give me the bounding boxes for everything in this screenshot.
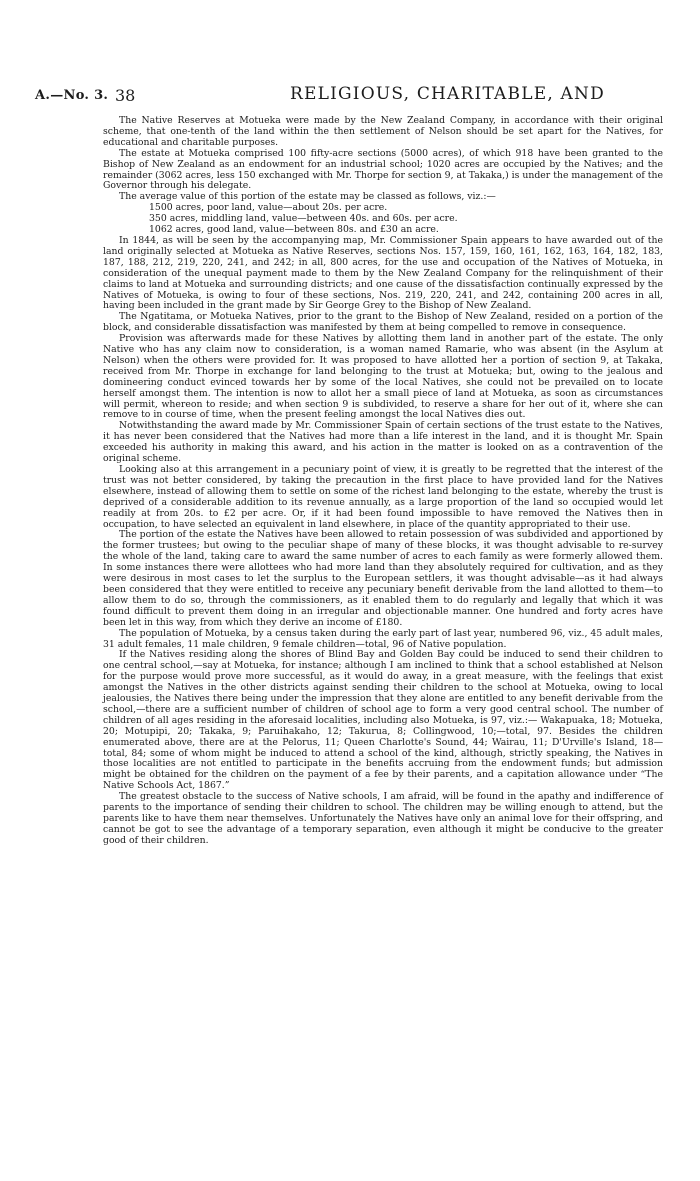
document-reference: A.—No. 3. bbox=[35, 88, 109, 103]
paragraph: The average value of this portion of the estate may be classed as follows, viz.:— bbox=[119, 191, 496, 203]
paragraph: If the Natives residing along the shores of Blind Bay and Golden Bay could be induced to send their children to one central school,—say at Motueka, for instance; although I am inclined to think that a school established at Nelson for the purpose would prove more successful, as it would do away, in a great measure, with the feelings that exist amongst the Natives in the other districts against sending their children to the school at Motueka, owing to local jealousies, the Natives there being under the impression that they alone are entitled to any benefit derivable from the school,—there are a sufficient number of children of school age to form a very good central school. The number of children of all ages residing in the aforesaid localities, including also Motueka, is 97, viz.:— Wakapuaka, 18; Motueka, 20; Motupipi, 20; Takaka, 9; Paruihakaho, 12; Takurua, 8; Collingwood, 10;—total, 97. Besides the children enumerated above, there are at the Pelorus, 11; Queen Charlotte's Sound, 44; Wairau, 11; D'Urville's Island, 18—total, 84; some of whom might be induced to attend a school of the kind, although, strictly speaking, the Natives in those localities are not entitled to participate in the benefits accruing from the endowment funds; but admission might be obtained for the children on the payment of a fee by their parents, and a capitation allowance under “The Native Schools Act, 1867.” bbox=[103, 649, 663, 792]
running-title: RELIGIOUS, CHARITABLE, AND bbox=[290, 84, 605, 104]
paragraph: The Ngatitama, or Motueka Natives, prior to the grant to the Bishop of New Zealand, resided on a portion of the block, and considerable dissatisfaction was manifested by them at being compelled to remove in consequence. bbox=[103, 311, 663, 334]
paragraph: Notwithstanding the award made by Mr. Commissioner Spain of certain sections of the trust estate to the Natives, it has never been considered that the Natives had more than a life interest in the land, and it is thought Mr. Spain exceeded his authority in making this award, and his action in the matter is looked on as a contravention of the original scheme. bbox=[103, 420, 663, 465]
value-list-item: 350 acres, middling land, value—between 40s. and 60s. per acre. bbox=[149, 213, 458, 225]
page-number: 38 bbox=[115, 86, 136, 105]
value-list-item: 1500 acres, poor land, value—about 20s. per acre. bbox=[149, 202, 388, 214]
paragraph: The portion of the estate the Natives have been allowed to retain possession of was subdivided and apportioned by the former trustees; but owing to the peculiar shape of many of these blocks, it was thought advisable to re-survey the whole of the land, taking care to award the same number of acres to each family as were formerly allowed them. In some instances there were allottees who had more land than they absolutely required for cultivation, and as they were desirous in most cases to let the surplus to the European settlers, it was thought advisable—as it had always been considered that they were entitled to receive any pecuniary benefit derivable from the land allotted to them—to allow them to do so, through the commissioners, as it enabled them to do regularly and legally that which it was found difficult to prevent them doing in an irregular and objectionable manner. One hundred and forty acres have been let in this way, from which they derive an income of £180. bbox=[103, 529, 663, 628]
paragraph: The estate at Motueka comprised 100 fifty-acre sections (5000 acres), of which 918 have been granted to the Bishop of New Zealand as an endowment for an industrial school; 1020 acres are occupied by the Natives; and the remainder (3062 acres, less 150 exchanged with Mr. Thorpe for section 9, at Takaka,) is under the management of the Governor through his delegate. bbox=[103, 147, 663, 192]
paragraph: The greatest obstacle to the success of Native schools, I am afraid, will be found in the apathy and indifference of parents to the importance of sending their children to school. The children may be willing enough to attend, but the parents like to have them near themselves. Unfortunately the Natives have only an animal love for their offspring, and cannot be got to see the advantage of a temporary separation, even although it might be conducive to the greater good of their children. bbox=[103, 791, 663, 846]
body-text bbox=[103, 116, 663, 847]
paragraph: Provision was afterwards made for these Natives by allotting them land in another part of the estate. The only Native who has any claim now to consideration, is a woman named Ramarie, who was absent (in the Asylum at Nelson) when the others were provided for. It was proposed to have allotted her a portion of section 9, at Takaka, received from Mr. Thorpe in exchange for land belonging to the trust at Motueka; but, owing to the jealous and domineering conduct evinced towards her by some of the local Natives, she could not be prevailed on to locate herself amongst them. The intention is now to allot her a small piece of land at Motueka, as soon as circumstances will permit, whereon to reside; and when section 9 is subdivided, to reserve a share for her out of it, where she can remove to in course of time, when the present feeling amongst the local Natives dies out. bbox=[103, 333, 663, 421]
paragraph: The population of Motueka, by a census taken during the early part of last year, numbered 96, viz., 45 adult males, 31 adult females, 11 male children, 9 female children—total, 96 of Native population. bbox=[103, 627, 663, 650]
page-header bbox=[35, 80, 665, 106]
paragraph: Looking also at this arrangement in a pecuniary point of view, it is greatly to be regretted that the interest of the trust was not better considered, by taking the precaution in the first place to have provided land for the Natives elsewhere, instead of allowing them to settle on some of the richest land belonging to the estate, whereby the trust is deprived of a considerable addition to its revenue annually, as a large proportion of the land so occupied would let readily at from 20s. to £2 per acre. Or, if it had been found impossible to have removed the Natives then in occupation, to have selected an equivalent in land elsewhere, in place of the quantity appropriated to their use. bbox=[103, 464, 663, 530]
paragraph: In 1844, as will be seen by the accompanying map, Mr. Commissioner Spain appears to have awarded out of the land originally selected at Motueka as Native Reserves, sections Nos. 157, 159, 160, 161, 162, 163, 164, 182, 183, 187, 188, 212, 219, 220, 241, and 242; in all, 800 acres, for the use and occupation of the Natives of Motueka, in consideration of the unequal payment made to them by the New Zealand Company for the relinquishment of their claims to land at Motueka and surrounding districts; and one cause of the dissatisfaction continually expressed by the Natives of Motueka, is owing to four of these sections, Nos. 219, 220, 241, and 242, containing 200 acres in all, having been included in the grant made by Sir George Grey to the Bishop of New Zealand. bbox=[103, 234, 663, 312]
value-list-item: 1062 acres, good land, value—between 80s. and £30 an acre. bbox=[149, 224, 439, 236]
paragraph: The Native Reserves at Motueka were made by the New Zealand Company, in accordance with their original scheme, that one-tenth of the land within the then settlement of Nelson should be set apart for the Natives, for educational and charitable purposes. bbox=[103, 115, 663, 148]
